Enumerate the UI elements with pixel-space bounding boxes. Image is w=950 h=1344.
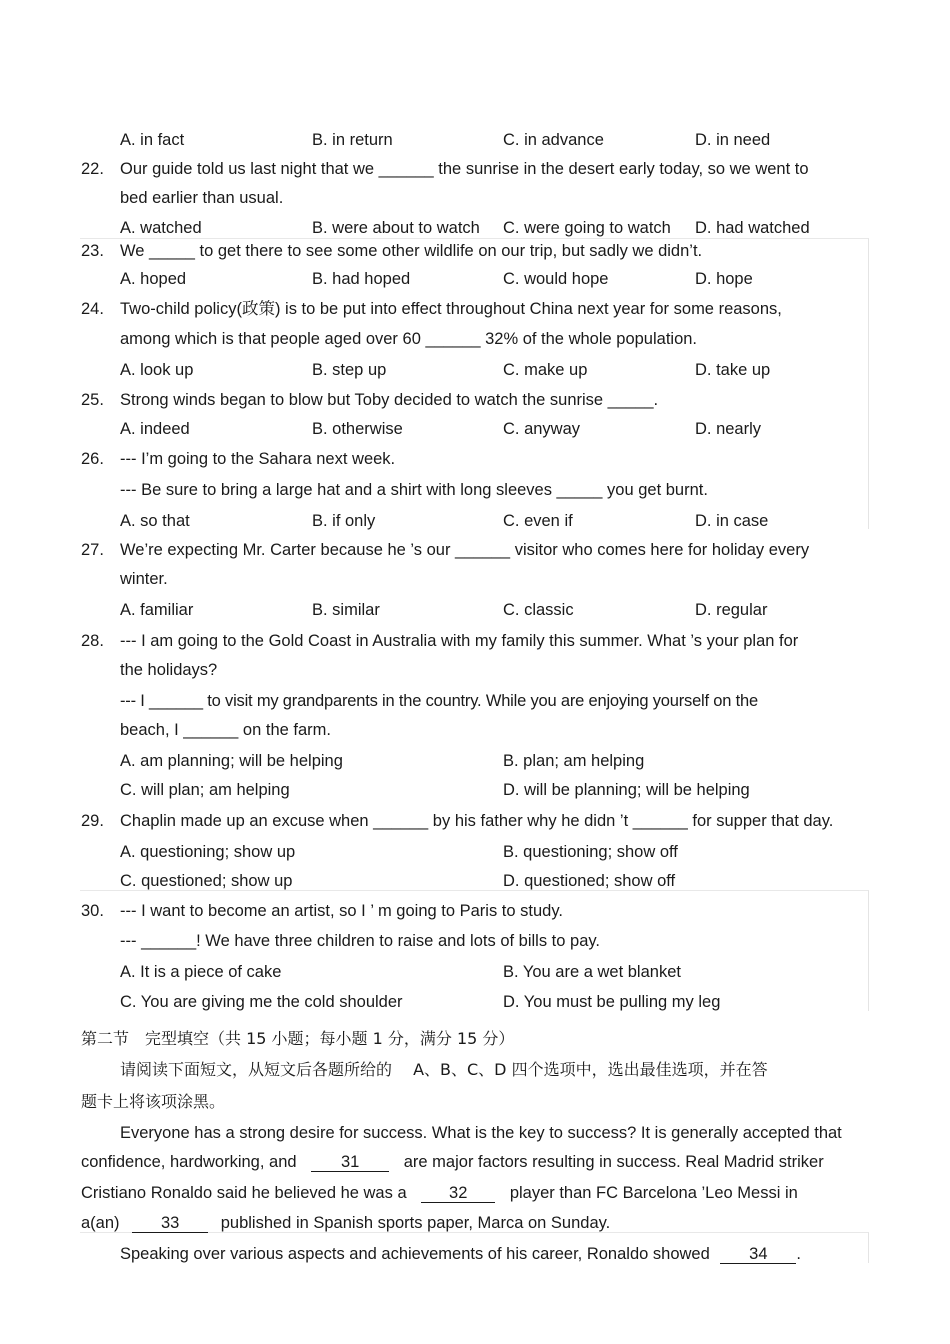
q28-option-c: C. will plan; am helping xyxy=(120,781,290,799)
q22-option-b: B. were about to watch xyxy=(312,219,480,237)
passage-text: . xyxy=(796,1245,801,1263)
q30-option-a: A. It is a piece of cake xyxy=(120,963,282,981)
q24-number: 24. xyxy=(81,300,104,318)
q28-reply: --- I ______ to visit my grandparents in the country. While you are enjoying yourself on the xyxy=(120,692,758,710)
q26-option-c: C. even if xyxy=(503,512,573,530)
section-instructions-cont: 题卡上将该项涂黑。 xyxy=(81,1092,226,1111)
q24-stem: Two-child policy(政策) is to be put into effect throughout China next year for some reasons, xyxy=(120,300,782,318)
q27-stem-cont: winter. xyxy=(120,570,168,588)
q21-option-a: A. in fact xyxy=(120,131,185,149)
q28-stem: --- I am going to the Gold Coast in Australia with my family this summer. What ’s your plan for xyxy=(120,632,799,650)
q26-number: 26. xyxy=(81,450,104,468)
q25-option-b: B. otherwise xyxy=(312,420,403,438)
q24-option-d: D. take up xyxy=(695,361,771,379)
passage-text: Cristiano Ronaldo said he believed he was a xyxy=(81,1184,407,1202)
q29-option-c: C. questioned; show up xyxy=(120,872,293,890)
q22-stem-cont: bed earlier than usual. xyxy=(120,189,284,207)
q27-option-c: C. classic xyxy=(503,601,574,619)
q27-number: 27. xyxy=(81,541,104,559)
passage-line xyxy=(120,1244,801,1264)
q28-option-d: D. will be planning; will be helping xyxy=(503,781,750,799)
passage-line xyxy=(81,1183,798,1203)
q22-stem: Our guide told us last night that we ______ the sunrise in the desert early today, so we went to xyxy=(120,160,809,178)
q23-option-c: C. would hope xyxy=(503,270,609,288)
q22-number: 22. xyxy=(81,160,104,178)
q29-option-a: A. questioning; show up xyxy=(120,843,296,861)
passage-line xyxy=(81,1213,610,1233)
q22-option-d: D. had watched xyxy=(695,219,810,237)
q30-option-d: D. You must be pulling my leg xyxy=(503,993,721,1011)
section-heading: 第二节 完型填空（共 15 小题；每小题 1 分，满分 15 分） xyxy=(81,1029,515,1048)
q29-option-b: B. questioning; show off xyxy=(503,843,678,861)
blank-34: 34 xyxy=(720,1246,796,1264)
blank-31: 31 xyxy=(311,1154,389,1172)
q21-option-d: D. in need xyxy=(695,131,771,149)
passage-line: Everyone has a strong desire for success. What is the key to success? It is generally accepted that xyxy=(120,1124,842,1142)
q28-option-a: A. am planning; will be helping xyxy=(120,752,343,770)
q25-option-c: C. anyway xyxy=(503,420,581,438)
q28-number: 28. xyxy=(81,632,104,650)
q22-option-c: C. were going to watch xyxy=(503,219,671,237)
q27-option-b: B. similar xyxy=(312,601,380,619)
passage-text: player than FC Barcelona ’Leo Messi in xyxy=(509,1184,798,1202)
q29-number: 29. xyxy=(81,812,104,830)
q23-option-a: A. hoped xyxy=(120,270,187,288)
q30-number: 30. xyxy=(81,902,104,920)
q29-option-d: D. questioned; show off xyxy=(503,872,676,890)
q25-number: 25. xyxy=(81,391,104,409)
q30-option-b: B. You are a wet blanket xyxy=(503,963,681,981)
q25-option-a: A. indeed xyxy=(120,420,190,438)
q25-option-d: D. nearly xyxy=(695,420,762,438)
q30-stem-cont: --- ______! We have three children to raise and lots of bills to pay. xyxy=(120,932,600,950)
q24-stem-cont: among which is that people aged over 60 ______ 32% of the whole population. xyxy=(120,330,698,348)
passage-text: a(an) xyxy=(81,1214,120,1232)
blank-32: 32 xyxy=(421,1185,495,1203)
q27-option-d: D. regular xyxy=(695,601,768,619)
passage-line xyxy=(81,1152,824,1172)
q28-reply-cont: beach, I ______ on the farm. xyxy=(120,721,331,739)
q24-option-a: A. look up xyxy=(120,361,194,379)
q26-option-d: D. in case xyxy=(695,512,769,530)
q23-option-d: D. hope xyxy=(695,270,753,288)
q30-stem: --- I want to become an artist, so I ’ m going to Paris to study. xyxy=(120,902,563,920)
q27-option-a: A. familiar xyxy=(120,601,194,619)
q27-stem: We’re expecting Mr. Carter because he ’s our ______ visitor who comes here for holiday every xyxy=(120,541,810,559)
q26-stem: --- I’m going to the Sahara next week. xyxy=(120,450,396,468)
q24-option-b: B. step up xyxy=(312,361,387,379)
q23-number: 23. xyxy=(81,242,104,260)
q25-stem: Strong winds began to blow but Toby decided to watch the sunrise _____. xyxy=(120,391,659,409)
q23-stem: We _____ to get there to see some other wildlife on our trip, but sadly we didn’t. xyxy=(120,242,703,260)
q21-option-c: C. in advance xyxy=(503,131,604,149)
q29-stem: Chaplin made up an excuse when ______ by his father why he didn ’t ______ for supper that day. xyxy=(120,812,834,830)
q22-option-a: A. watched xyxy=(120,219,202,237)
q26-stem-cont: --- Be sure to bring a large hat and a shirt with long sleeves _____ you get burnt. xyxy=(120,481,708,499)
q24-option-c: C. make up xyxy=(503,361,588,379)
blank-33: 33 xyxy=(132,1215,208,1233)
passage-text: Speaking over various aspects and achievements of his career, Ronaldo showed xyxy=(120,1245,710,1263)
q23-option-b: B. had hoped xyxy=(312,270,411,288)
passage-text: published in Spanish sports paper, Marca on Sunday. xyxy=(220,1214,611,1232)
passage-text: are major factors resulting in success. Real Madrid striker xyxy=(403,1153,824,1171)
q28-option-b: B. plan; am helping xyxy=(503,752,645,770)
q28-stem-cont: the holidays? xyxy=(120,661,218,679)
q26-option-a: A. so that xyxy=(120,512,190,530)
passage-text: confidence, hardworking, and xyxy=(81,1153,297,1171)
q30-option-c: C. You are giving me the cold shoulder xyxy=(120,993,403,1011)
section-instructions: 请阅读下面短文，从短文后各题所给的 A、B、C、D 四个选项中，选出最佳选项，并在答 xyxy=(120,1060,768,1079)
q21-option-b: B. in return xyxy=(312,131,393,149)
q26-option-b: B. if only xyxy=(312,512,376,530)
